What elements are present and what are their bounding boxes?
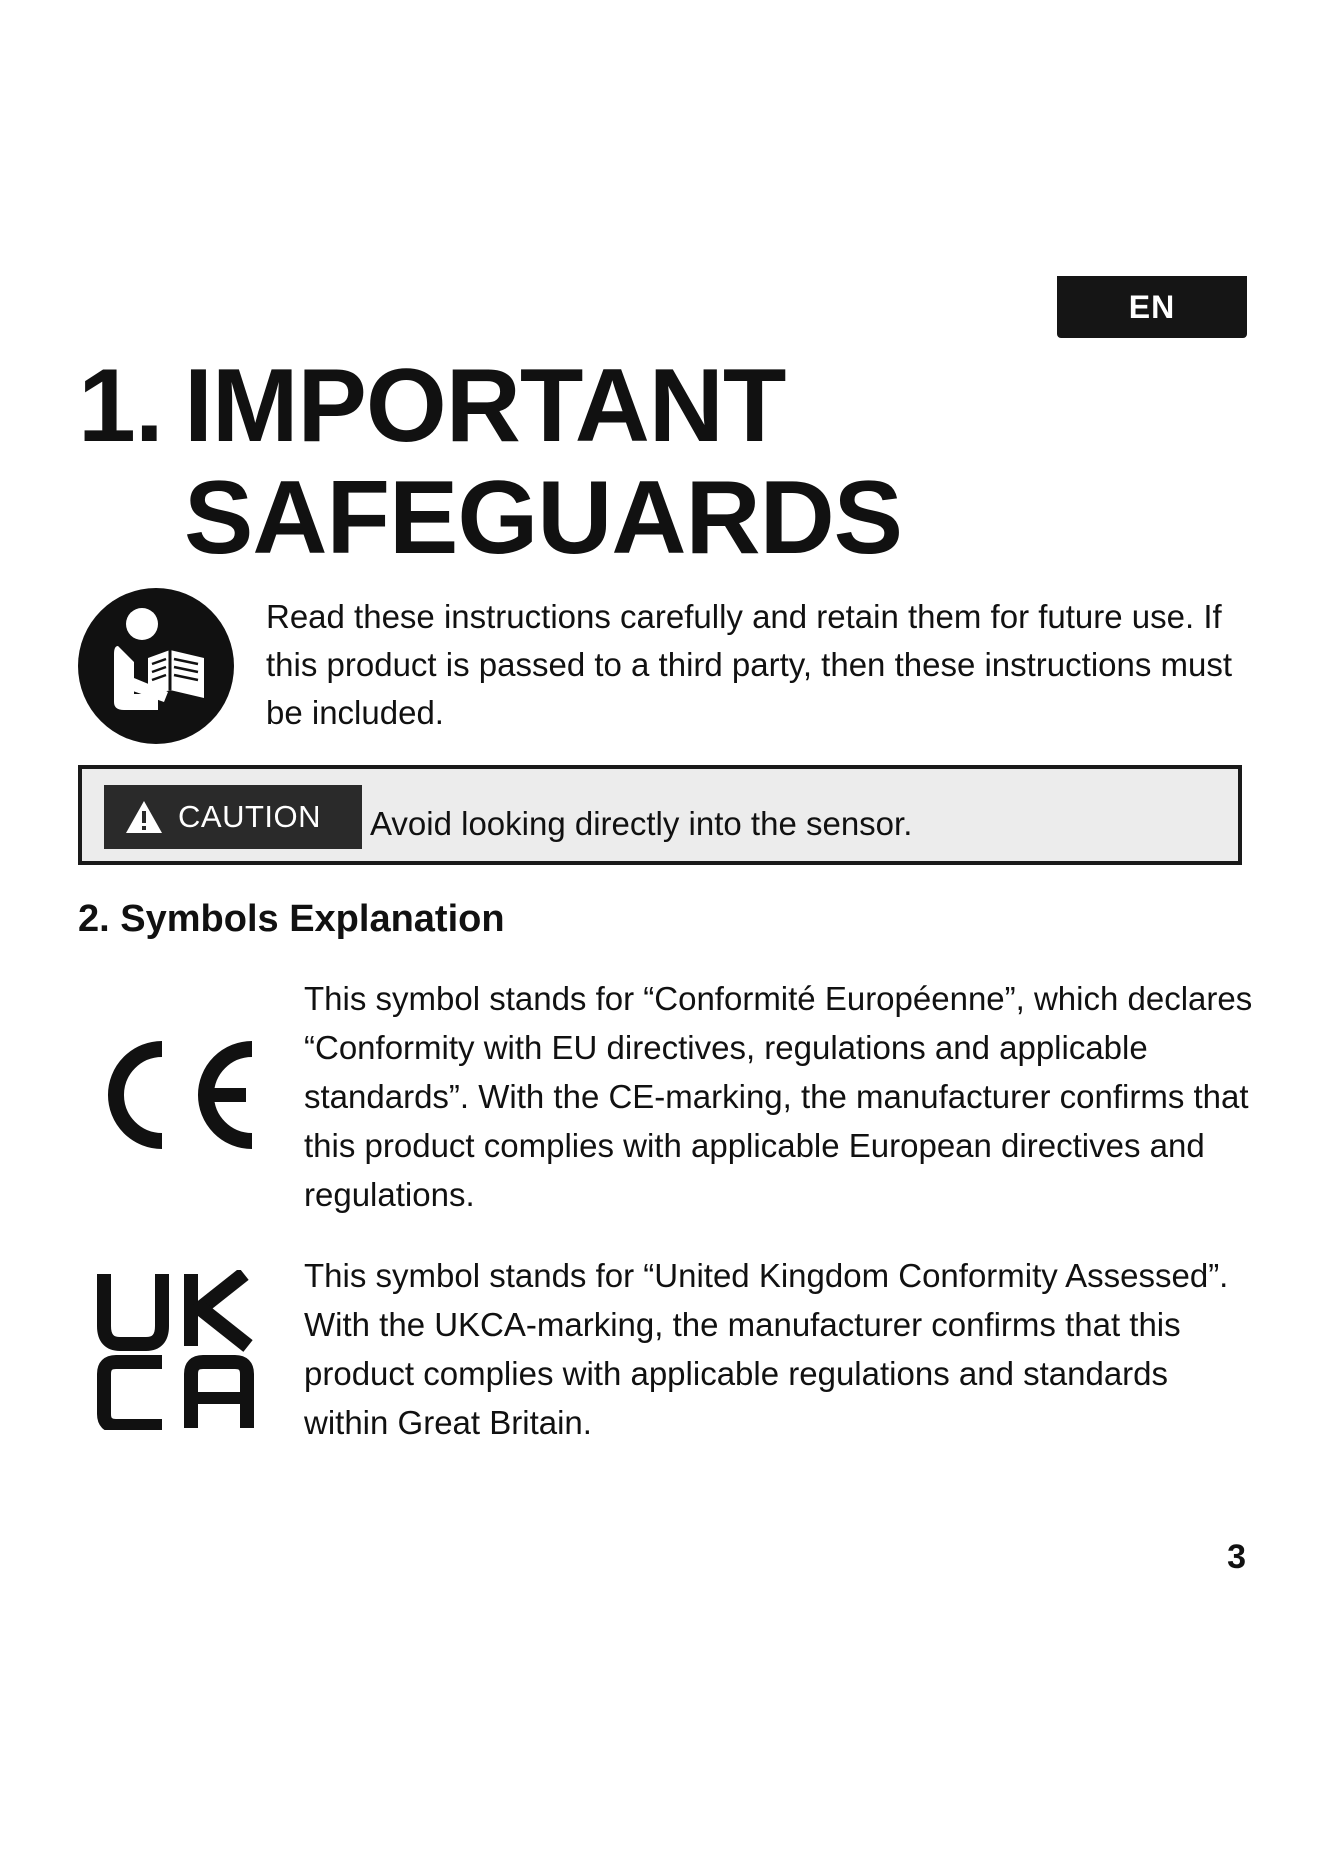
ukca-mark-icon bbox=[96, 1270, 258, 1430]
page-title bbox=[78, 350, 902, 574]
caution-badge bbox=[104, 785, 362, 849]
read-manual-icon bbox=[78, 588, 234, 744]
caution-box bbox=[78, 765, 1242, 865]
language-tab-label: EN bbox=[1128, 288, 1176, 325]
page-number: 3 bbox=[1227, 1538, 1246, 1576]
ce-description: This symbol stands for “Conformité Européenne”, which declares “Conformity with EU directives, regulations and applicable standards”. With the CE-marking, the manufacturer confirms that this product complies with applicable European directives and regulations. bbox=[304, 980, 1253, 1213]
caution-label: CAUTION bbox=[178, 799, 321, 834]
title-line-1: IMPORTANT bbox=[184, 348, 786, 464]
ce-mark-icon bbox=[90, 1035, 260, 1155]
title-line-2: SAFEGUARDS bbox=[184, 460, 903, 576]
intro-paragraph: Read these instructions carefully and retain them for future use. If this product is passed to a third party, then these instructions must be included. bbox=[266, 598, 1233, 731]
section-heading-symbols: 2. Symbols Explanation bbox=[78, 898, 505, 940]
ukca-description: This symbol stands for “United Kingdom Conformity Assessed”. With the UKCA-marking, the manufacturer confirms that this product complies with applicable regulations and standards within Great Britain. bbox=[304, 1257, 1229, 1441]
language-tab bbox=[1057, 276, 1247, 338]
section-number: 1. bbox=[78, 348, 163, 464]
warning-triangle-icon bbox=[124, 799, 164, 835]
caution-text: Avoid looking directly into the sensor. bbox=[370, 805, 913, 842]
